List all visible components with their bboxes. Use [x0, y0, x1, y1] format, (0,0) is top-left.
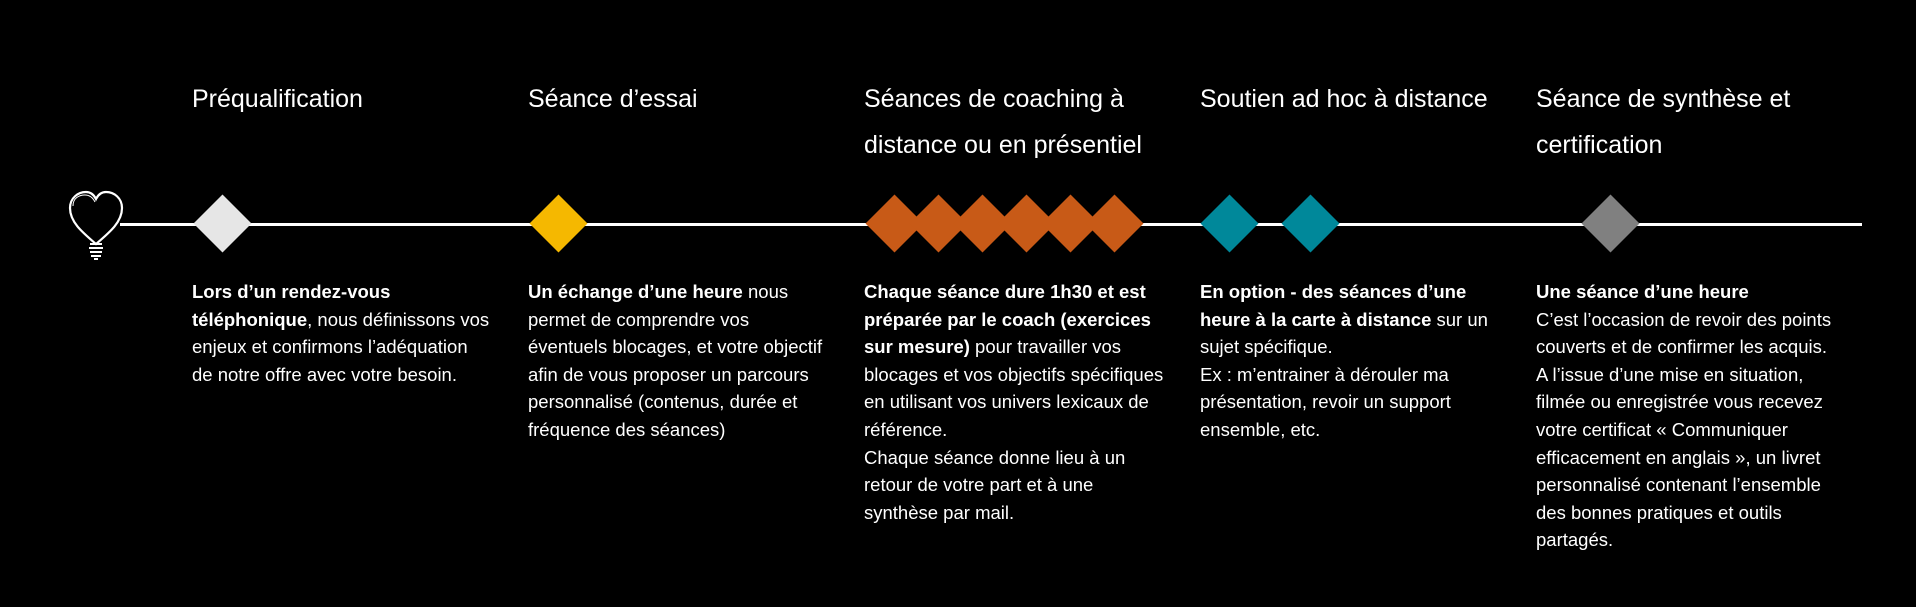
- step-desc-text: sur un sujet spécifique.: [1200, 308, 1488, 358]
- step-description: [1536, 278, 1836, 554]
- step-desc-text: Ex : m’entrainer à dérouler ma présentation, revoir un support ensemble, etc.: [1200, 363, 1451, 440]
- milestone-diamond-4a: [1201, 195, 1259, 253]
- step-description: [192, 278, 492, 388]
- step-desc-text: C’est l’occasion de revoir des points couverts et de confirmer les acquis.: [1536, 308, 1832, 358]
- step-desc-bold: Lors d’un rendez-vous téléphonique: [192, 281, 391, 330]
- step-description: [528, 278, 828, 444]
- step-description: [1200, 278, 1500, 444]
- step-title: Séances de coaching à distance ou en présentiel: [864, 85, 1142, 159]
- step-title: Préqualification: [192, 85, 363, 113]
- step-desc-paragraph: [1536, 361, 1836, 554]
- step-desc-paragraph: [1536, 278, 1836, 306]
- step-desc-bold: Un échange d’une heure: [528, 281, 743, 302]
- step-title: Séance de synthèse et certification: [1536, 85, 1791, 159]
- step-desc-bold: Chaque séance dure 1h30 et est préparée par le coach (exercices sur mesure): [864, 281, 1151, 358]
- step-title: Soutien ad hoc à distance: [1200, 85, 1488, 113]
- milestone-diamond-3f: [1086, 195, 1144, 253]
- lightbulb-heart-icon: [64, 188, 128, 262]
- milestone-diamond-1: [194, 195, 252, 253]
- step-desc-paragraph: [1536, 306, 1836, 361]
- step-desc-text: pour travailler vos blocages et vos objectifs spécifiques en utilisant vos univers lexicaux de référence.: [864, 336, 1164, 440]
- milestone-diamond-4b: [1282, 195, 1340, 253]
- milestone-diamond-2: [530, 195, 588, 253]
- step-desc-text: A l’issue d’une mise en situation, filmée ou enregistrée vous recevez votre certificat « Communiquer efficacement en anglais », un livret personnalisé contenant l’ensemble des bonnes pratiques et outils partagés.: [1536, 363, 1823, 551]
- step-desc-text: , nous définissons vos enjeux et confirmons l’adéquation de notre offre avec votre besoin.: [192, 308, 490, 385]
- milestone-diamond-5: [1582, 195, 1640, 253]
- step-desc-bold: Une séance d’une heure: [1536, 281, 1749, 302]
- step-title: Séance d’essai: [528, 85, 698, 113]
- step-desc-paragraph: [1200, 278, 1500, 361]
- step-desc-bold: En option - des séances d’une heure à la carte à distance: [1200, 281, 1467, 330]
- step-desc-paragraph: [864, 444, 1164, 527]
- step-desc-paragraph: [864, 278, 1164, 444]
- step-desc-text: Chaque séance donne lieu à un retour de votre part et à une synthèse par mail.: [864, 446, 1126, 523]
- step-desc-text: nous permet de comprendre vos éventuels blocages, et votre objectif afin de vous proposer un parcours personnalisé (contenus, durée et fréquence des séances): [528, 281, 823, 440]
- step-desc-paragraph: [1200, 361, 1500, 444]
- step-description: [864, 278, 1164, 526]
